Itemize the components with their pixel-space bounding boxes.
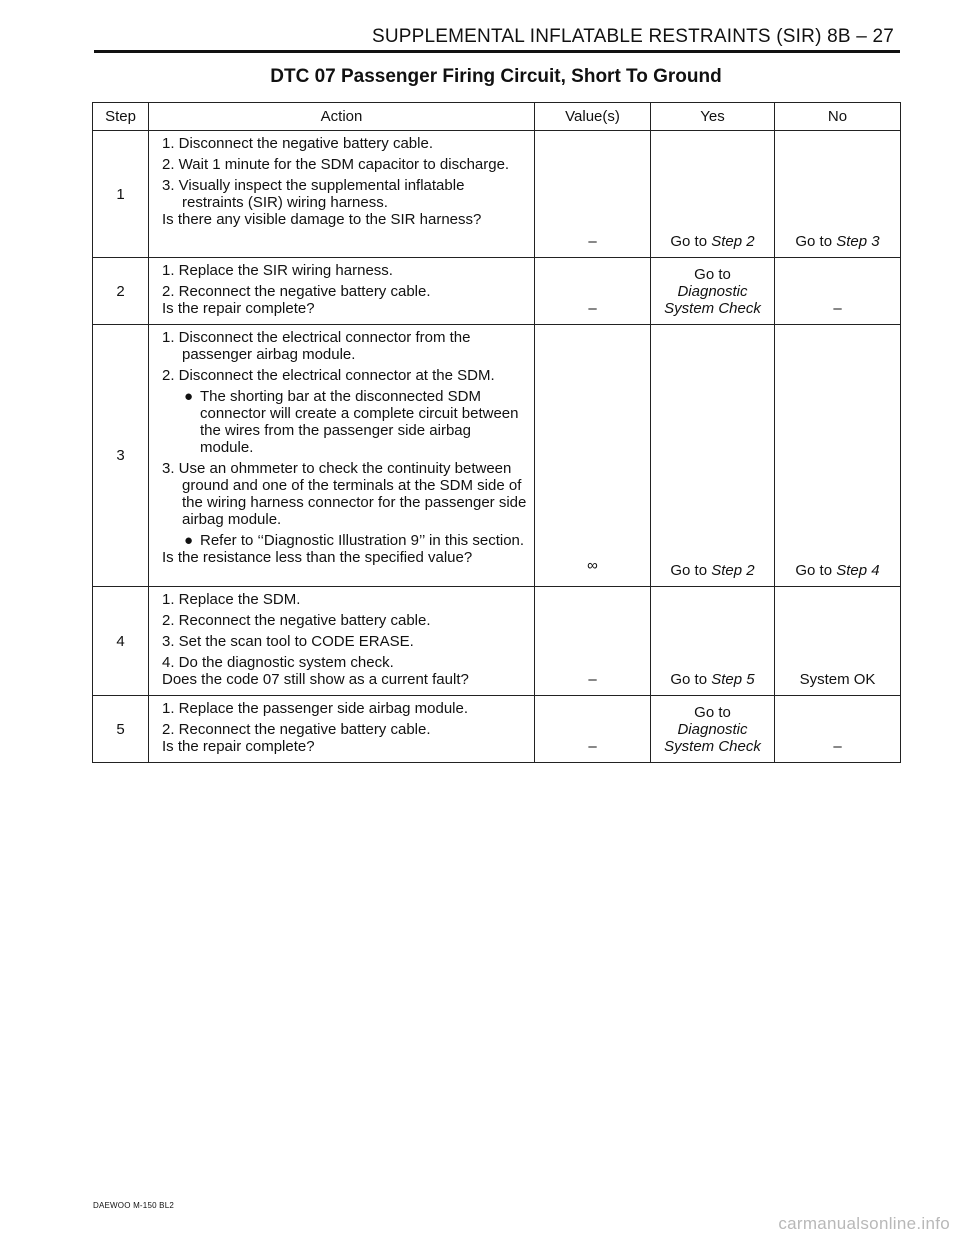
no-prefix: Go to — [795, 562, 833, 579]
watermark: carmanualsonline.info — [778, 1214, 950, 1233]
yes-cell — [651, 696, 775, 763]
action-line: 3. Set the scan tool to CODE ERASE. — [162, 633, 414, 650]
action-cell — [149, 131, 535, 258]
action-line: 1. Disconnect the negative battery cable. — [162, 135, 433, 152]
action-cell — [149, 696, 535, 763]
value-cell: – — [535, 258, 651, 325]
action-line: 2. Reconnect the negative battery cable. — [162, 721, 431, 738]
column-header-values: Value(s) — [535, 103, 651, 131]
action-line: 2. Reconnect the negative battery cable. — [162, 283, 431, 300]
yes-system-check-ref: System Check — [664, 738, 761, 755]
yes-cell — [651, 587, 775, 696]
yes-cell — [651, 131, 775, 258]
action-question: Is the resistance less than the specified value? — [162, 549, 473, 566]
yes-prefix: Go to — [670, 671, 708, 688]
yes-prefix: Go to — [670, 233, 708, 250]
no-cell: – — [775, 258, 901, 325]
action-bullet — [162, 532, 528, 549]
yes-step-ref: Step 2 — [711, 562, 755, 579]
bullet-icon: ● — [184, 532, 194, 549]
action-line: 3. Use an ohmmeter to check the continuity between ground and one of the terminals at the SDM side of the wiring harness connector for the passenger side airbag module. — [162, 460, 527, 528]
action-cell — [149, 258, 535, 325]
action-line: 1. Replace the passenger side airbag module. — [162, 700, 469, 717]
value-cell: – — [535, 131, 651, 258]
action-bullet-text: The shorting bar at the disconnected SDM connector will create a complete circuit between the wires from the passenger side airbag module. — [200, 388, 519, 456]
yes-step-ref: Step 2 — [711, 233, 755, 250]
column-header-no: No — [775, 103, 901, 131]
no-cell — [775, 325, 901, 587]
table-row — [93, 325, 901, 587]
no-prefix: Go to — [795, 233, 833, 250]
footer-model-code: DAEWOO M-150 BL2 — [93, 1201, 175, 1210]
action-line: 2. Wait 1 minute for the SDM capacitor to discharge. — [162, 156, 510, 173]
step-number: 2 — [93, 258, 149, 325]
column-header-step: Step — [93, 103, 149, 131]
action-cell — [149, 587, 535, 696]
bullet-icon: ● — [184, 388, 194, 405]
value-cell: – — [535, 696, 651, 763]
document-title: DTC 07 Passenger Firing Circuit, Short To Ground — [270, 66, 722, 87]
table-header-row — [93, 103, 901, 131]
diagnostic-table — [92, 102, 901, 763]
step-number: 5 — [93, 696, 149, 763]
no-cell: – — [775, 696, 901, 763]
column-header-yes: Yes — [651, 103, 775, 131]
action-line: 1. Replace the SIR wiring harness. — [162, 262, 393, 279]
action-question: Is there any visible damage to the SIR harness? — [162, 211, 482, 228]
yes-prefix: Go to — [670, 562, 708, 579]
action-question: Is the repair complete? — [162, 300, 315, 317]
no-step-ref: Step 4 — [836, 562, 880, 579]
action-cell — [149, 325, 535, 587]
action-line: 2. Disconnect the electrical connector at the SDM. — [162, 367, 495, 384]
action-line: 4. Do the diagnostic system check. — [162, 654, 394, 671]
yes-diagnostic-ref: Diagnostic — [677, 283, 748, 300]
value-cell: – — [535, 587, 651, 696]
no-cell — [775, 131, 901, 258]
value-cell: ∞ — [535, 325, 651, 587]
yes-cell — [651, 325, 775, 587]
action-line: 2. Reconnect the negative battery cable. — [162, 612, 431, 629]
yes-prefix: Go to — [694, 704, 731, 721]
no-step-ref: Step 3 — [836, 233, 880, 250]
action-line: 1. Replace the SDM. — [162, 591, 301, 608]
yes-prefix: Go to — [694, 266, 731, 283]
header-rule — [94, 50, 900, 53]
action-line: 3. Visually inspect the supplemental inflatable restraints (SIR) wiring harness. — [162, 177, 465, 211]
action-question: Does the code 07 still show as a current fault? — [162, 671, 469, 688]
table-row — [93, 258, 901, 325]
yes-cell — [651, 258, 775, 325]
no-cell: System OK — [775, 587, 901, 696]
action-question: Is the repair complete? — [162, 738, 315, 755]
action-line: 1. Disconnect the electrical connector from the passenger airbag module. — [162, 329, 471, 363]
action-bullet-text: Refer to ‘‘Diagnostic Illustration 9’’ in this section. — [200, 532, 525, 549]
page-header-title: SUPPLEMENTAL INFLATABLE RESTRAINTS (SIR) 8B – 27 — [371, 26, 894, 47]
table-row — [93, 587, 901, 696]
table-row — [93, 696, 901, 763]
yes-step-ref: Step 5 — [711, 671, 755, 688]
step-number: 3 — [93, 325, 149, 587]
yes-system-check-ref: System Check — [664, 300, 761, 317]
table-row — [93, 131, 901, 258]
step-number: 1 — [93, 131, 149, 258]
column-header-action: Action — [149, 103, 535, 131]
step-number: 4 — [93, 587, 149, 696]
yes-diagnostic-ref: Diagnostic — [677, 721, 748, 738]
action-bullet — [162, 388, 528, 456]
